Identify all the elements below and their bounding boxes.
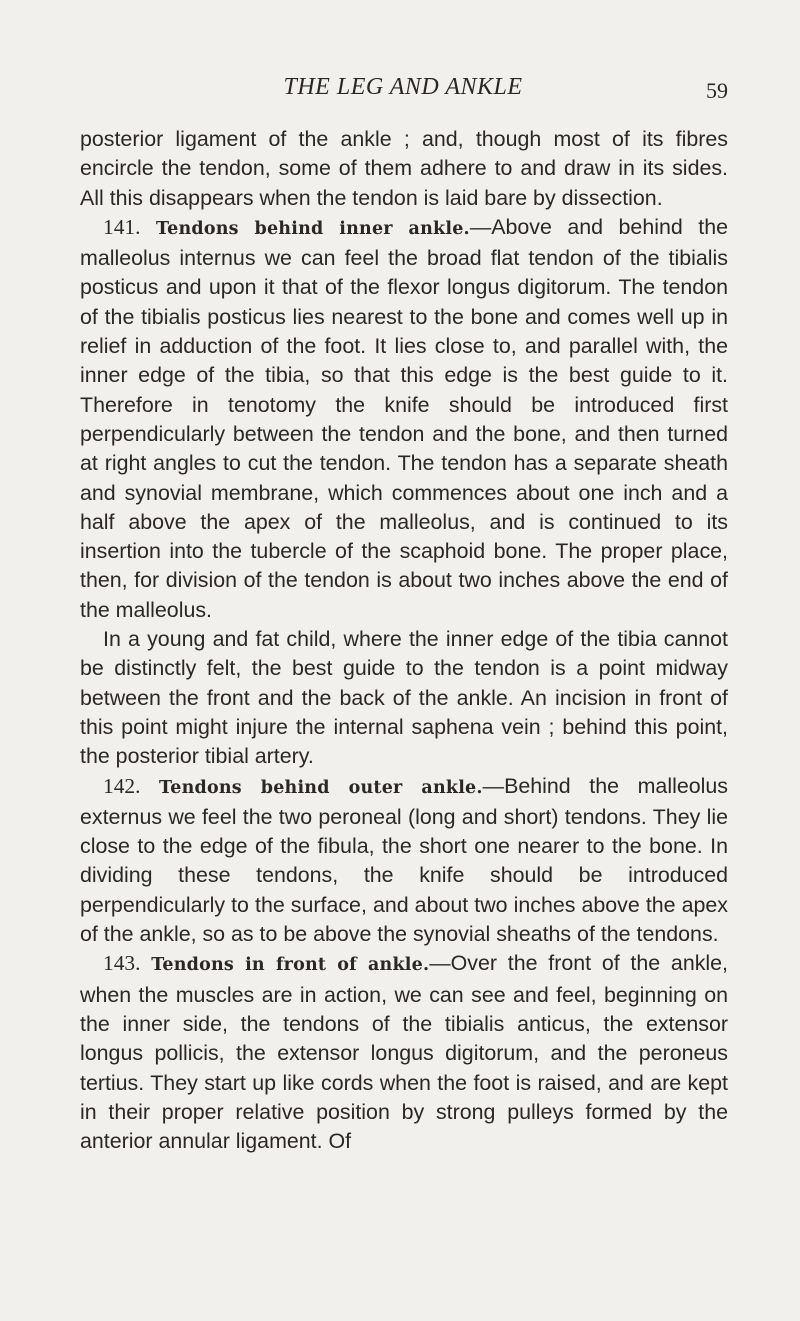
paragraph-text: In a young and fat child, where the inner edge of the tibia cannot be distinctly felt, the best guide to the tendon is a point midway between the front and the back of the ankle. An incision in front of this point might injure the internal saphena vein ; behind this point, the posterior tibial artery. xyxy=(80,627,728,769)
paragraph-text: —Over the front of the ankle, when the muscles are in action, we can see and feel, beginning on the inner side, the tendons of the tibialis anticus, the extensor longus pollicis, the extensor longus digitorum, and the peroneus tertius. They start up like cords when the foot is raised, and are kept in their proper relative position by strong pulleys formed by the anterior annular ligament. Of xyxy=(80,951,728,1154)
section-number: 141. xyxy=(103,214,141,239)
paragraph-continuation xyxy=(80,125,728,213)
paragraph-text: —Behind the malleolus externus we feel the two peroneal (long and short) tendons. They lie close to the edge of the fibula, the short one nearer to the bone. In dividing these tendons, the knife should be introduced perpendicularly to the surface, and about two inches above the apex of the ankle, so as to be above the synovial sheaths of the tendons. xyxy=(80,773,728,947)
paragraph-child-guide xyxy=(80,625,728,771)
section-heading: Tendons behind outer ankle. xyxy=(159,777,483,798)
section-number: 142. xyxy=(103,773,141,798)
section-heading: Tendons behind inner ankle. xyxy=(155,218,470,239)
section-heading: Tendons in front of ankle. xyxy=(151,955,430,976)
paragraph-text: —Above and behind the malleolus internus we can feel the broad flat tendon of the tibialis posticus and upon it that of the flexor longus digitorum. The tendon of the tibialis posticus lies nearest to the bone and comes well up in relief in adduction of the foot. It lies close to, and parallel with, the inner edge of the tibia, so that this edge is the best guide to it. Therefore in tenotomy the knife should be introduced first perpendicularly between the tendon and the bone, and then turned at right angles to cut the tendon. The tendon has a separate sheath and synovial membrane, which commences about one inch and a half above the apex of the malleolus, and is continued to its insertion into the tubercle of the scaphoid bone. The proper place, then, for division of the tendon is about two inches above the end of the malleolus. xyxy=(80,214,728,622)
paragraph-142 xyxy=(80,772,728,950)
page-number: 59 xyxy=(706,78,728,103)
paragraph-143 xyxy=(80,949,728,1156)
paragraph-141 xyxy=(80,213,728,625)
paragraph-text: posterior ligament of the ankle ; and, though most of its fibres encircle the tendon, some of them adhere to and draw in its sides. All this disappears when the tendon is laid bare by dissection. xyxy=(80,127,728,210)
body-text xyxy=(80,125,728,1156)
running-head xyxy=(0,74,800,110)
running-head-title: THE LEG AND ANKLE xyxy=(283,74,523,100)
section-number: 143. xyxy=(103,951,141,976)
